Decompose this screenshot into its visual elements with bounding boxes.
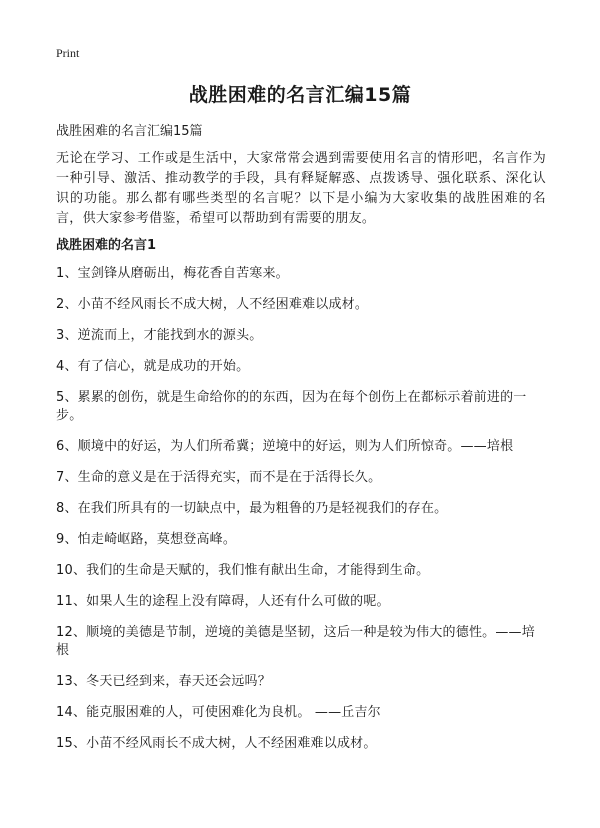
quote-list <box>56 265 546 766</box>
quote-item: 14、能克服困难的人，可使困难化为良机。 ——丘吉尔 <box>56 705 381 720</box>
quote-item: 8、在我们所具有的一切缺点中，最为粗鲁的乃是轻视我们的存在。 <box>56 501 448 516</box>
quote-item: 6、顺境中的好运，为人们所希冀；逆境中的好运，则为人们所惊奇。——培根 <box>56 439 514 454</box>
quote-item: 12、顺境的美德是节制，逆境的美德是坚韧，这后一种是较为伟大的德性。——培根 <box>56 625 535 658</box>
quote-item: 10、我们的生命是天赋的，我们惟有献出生命，才能得到生命。 <box>56 563 430 578</box>
quote-item: 4、有了信心，就是成功的开始。 <box>56 359 250 374</box>
quote-item: 2、小苗不经风雨长不成大树，人不经困难难以成材。 <box>56 297 369 312</box>
quote-item: 7、生命的意义是在于活得充实，而不是在于活得长久。 <box>56 470 382 485</box>
quote-item: 5、累累的创伤，就是生命给你的的东西，因为在每个创伤上在都标示着前进的一步。 <box>56 390 527 423</box>
document-subtitle: 战胜困难的名言汇编15篇 <box>56 124 203 139</box>
print-label: Print <box>56 46 80 60</box>
quote-item: 3、逆流而上，才能找到水的源头。 <box>56 328 263 343</box>
quote-item: 11、如果人生的途程上没有障碍，人还有什么可做的呢。 <box>56 594 390 609</box>
page-title: 战胜困难的名言汇编15篇 <box>188 84 412 106</box>
quote-item: 1、宝剑锋从磨砺出，梅花香自苦寒来。 <box>56 266 289 281</box>
quote-item: 9、怕走崎岖路，莫想登高峰。 <box>56 532 237 547</box>
quote-item: 15、小苗不经风雨长不成大树，人不经困难难以成材。 <box>56 736 377 751</box>
quote-item: 13、冬天已经到来，春天还会远吗？ <box>56 674 271 689</box>
section-heading: 战胜困难的名言1 <box>56 238 157 253</box>
intro-paragraph: 无论在学习、工作或是生活中，大家常常会遇到需要使用名言的情形吧，名言作为一种引导、激活、推动教学的手段，具有释疑解惑、点拨诱导、强化联系、深化认识的功能。那么都有哪些类型的名言呢？以下是小编为大家收集的战胜困难的名言，供大家参考借鉴，希望可以帮助到有需要的朋友。 <box>56 151 546 226</box>
